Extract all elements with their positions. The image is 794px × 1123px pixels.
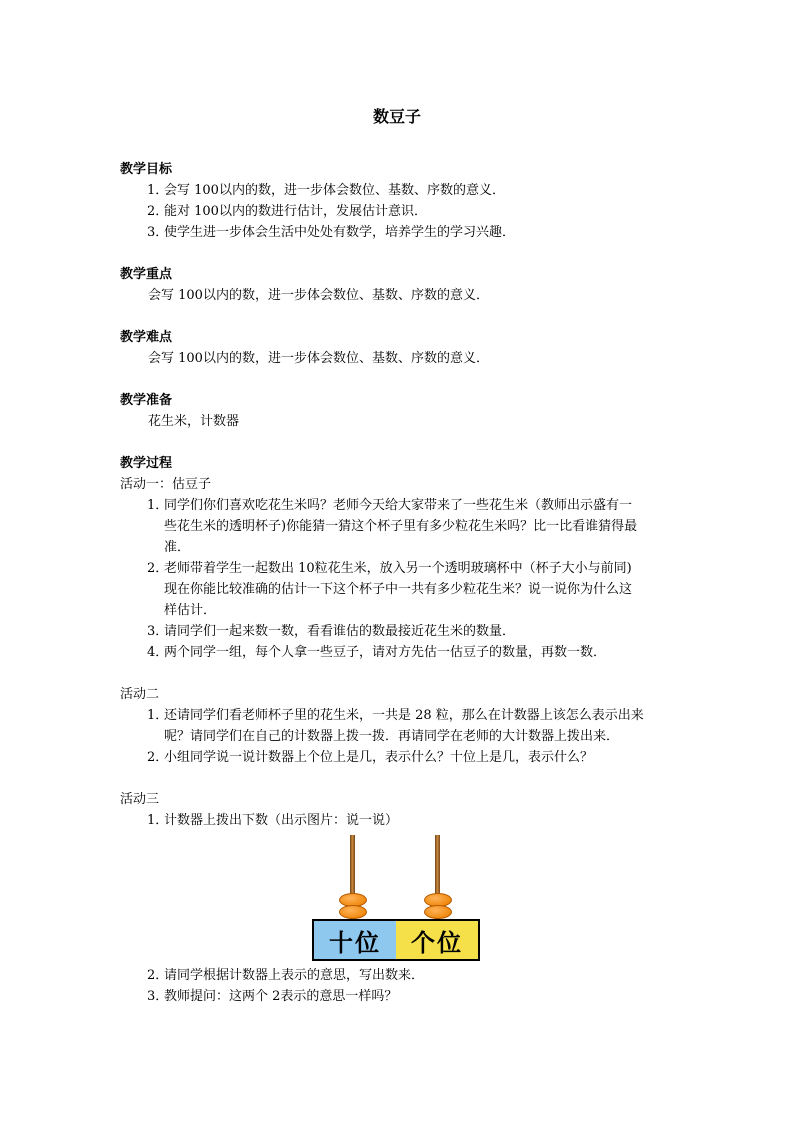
item-number: 3． bbox=[147, 624, 169, 639]
list-item bbox=[120, 558, 680, 621]
item-line: 样估计． bbox=[164, 603, 217, 618]
preparation-text: 花生米，计数器 bbox=[148, 414, 240, 429]
activity2-label: 活动二 bbox=[120, 687, 160, 702]
activity3-label: 活动三 bbox=[120, 792, 160, 807]
item-line: 现在你能比较准确的估计一下这个杯子中一共有多少粒花生米？说一说你为什么这 bbox=[164, 582, 633, 597]
list-item bbox=[120, 180, 680, 201]
item-number: 4． bbox=[147, 645, 169, 660]
item-line: 还请同学们看老师杯子里的花生米，一共是 28 粒，那么在计数器上该怎么表示出来 bbox=[164, 708, 644, 723]
list-item bbox=[120, 747, 680, 768]
abacus-figure bbox=[312, 835, 484, 961]
item-line: 准． bbox=[164, 540, 191, 555]
list-item bbox=[120, 642, 680, 663]
activity2-list bbox=[120, 705, 680, 768]
item-line: 些花生米的透明杯子)你能猜一猜这个杯子里有多少粒花生米吗？比一比看谁猜得最 bbox=[164, 519, 638, 534]
item-number: 1． bbox=[147, 708, 169, 723]
list-item bbox=[120, 810, 680, 831]
list-item bbox=[120, 965, 680, 986]
item-text: 会写 100以内的数，进一步体会数位、基数、序数的意义． bbox=[164, 183, 505, 198]
item-text: 计数器上拨出下数（出示图片：说一说） bbox=[164, 813, 399, 828]
activity3-list-continued bbox=[120, 965, 680, 1007]
list-item bbox=[120, 222, 680, 243]
item-line: 请同学们一起来数一数，看看谁估的数最接近花生米的数量． bbox=[164, 624, 516, 639]
list-item bbox=[120, 495, 680, 558]
list-item bbox=[120, 621, 680, 642]
item-number: 1． bbox=[147, 183, 169, 198]
item-number: 1． bbox=[147, 813, 169, 828]
document-body bbox=[120, 159, 680, 1007]
process-heading: 教学过程 bbox=[120, 456, 173, 471]
item-number: 1． bbox=[147, 498, 169, 513]
list-item bbox=[120, 201, 680, 222]
difficulty-text: 会写 100以内的数，进一步体会数位、基数、序数的意义． bbox=[148, 351, 489, 366]
item-number: 2． bbox=[147, 561, 169, 576]
activity1-label: 活动一：估豆子 bbox=[120, 477, 212, 492]
item-line: 呢？请同学们在自己的计数器上拨一拨．再请同学在老师的大计数器上拨出来． bbox=[164, 729, 620, 744]
ones-bead bbox=[424, 905, 452, 919]
ones-place-label: 个位 bbox=[396, 919, 480, 961]
item-line: 同学们你们喜欢吃花生米吗？老师今天给大家带来了一些花生米（教师出示盛有一 bbox=[164, 498, 633, 513]
item-text: 使学生进一步体会生活中处处有数学，培养学生的学习兴趣． bbox=[164, 225, 516, 240]
goals-list bbox=[120, 180, 680, 243]
activity3-list bbox=[120, 810, 680, 831]
item-number: 2． bbox=[147, 968, 169, 983]
tens-bead bbox=[339, 905, 367, 919]
item-text: 请同学根据计数器上表示的意思，写出数来． bbox=[164, 968, 425, 983]
item-line: 两个同学一组，每个人拿一些豆子，请对方先估一估豆子的数量，再数一数． bbox=[164, 645, 607, 660]
item-line: 小组同学说一说计数器上个位上是几，表示什么？十位上是几，表示什么？ bbox=[164, 750, 594, 765]
difficulty-heading: 教学难点 bbox=[120, 330, 173, 345]
item-number: 2． bbox=[147, 750, 169, 765]
list-item bbox=[120, 986, 680, 1007]
tens-place-label: 十位 bbox=[312, 919, 398, 961]
list-item bbox=[120, 705, 680, 747]
item-text: 能对 100以内的数进行估计，发展估计意识． bbox=[164, 204, 427, 219]
preparation-heading: 教学准备 bbox=[120, 393, 173, 408]
item-text: 教师提问：这两个 2表示的意思一样吗？ bbox=[164, 989, 398, 1004]
item-number: 3． bbox=[147, 989, 169, 1004]
item-number: 3． bbox=[147, 225, 169, 240]
item-line: 老师带着学生一起数出 10粒花生米，放入另一个透明玻璃杯中（杯子大小与前同) bbox=[164, 561, 632, 576]
activity1-list bbox=[120, 495, 680, 663]
goals-heading: 教学目标 bbox=[120, 162, 173, 177]
key-points-heading: 教学重点 bbox=[120, 267, 173, 282]
key-points-text: 会写 100以内的数，进一步体会数位、基数、序数的意义． bbox=[148, 288, 489, 303]
item-number: 2． bbox=[147, 204, 169, 219]
page-title: 数豆子 bbox=[372, 107, 421, 126]
